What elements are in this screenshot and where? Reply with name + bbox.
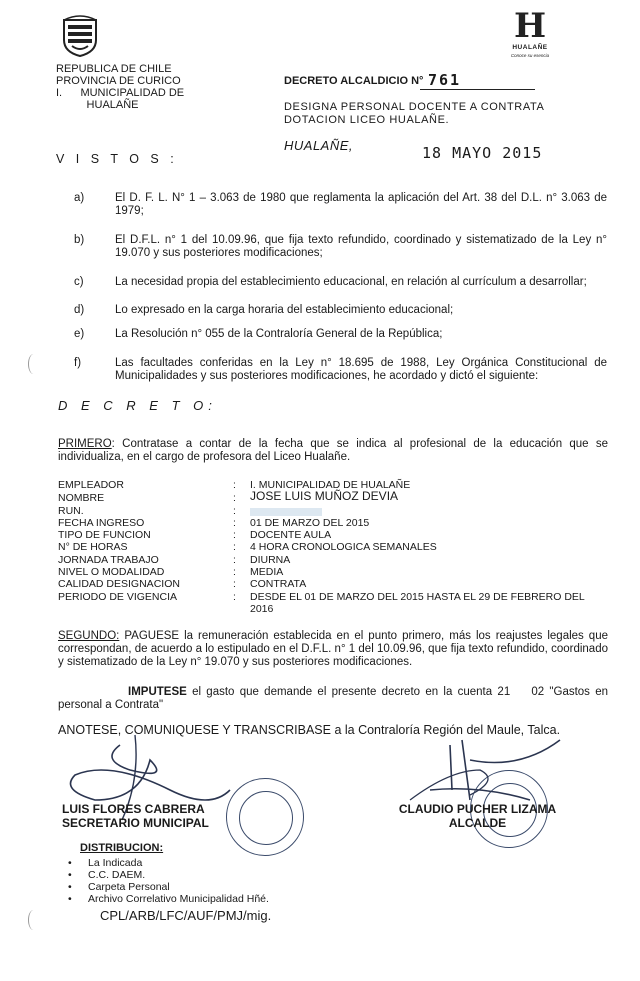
field-colon: : <box>233 529 236 541</box>
logo-tagline: Conoce su esencia <box>510 53 550 58</box>
anotese-line: ANOTESE, COMUNIQUESE Y TRANSCRIBASE a la Contraloría Región del Maule, Talca. <box>58 723 561 737</box>
issuer-line: PROVINCIA DE CURICO <box>56 75 181 87</box>
distribution-item: • Carpeta Personal <box>68 881 269 893</box>
field-label: NOMBRE <box>58 492 105 504</box>
secretary-name: LUIS FLORES CABRERA <box>62 802 205 816</box>
date-stamp: 18 MAYO 2015 <box>422 144 543 162</box>
field-value: MEDIA <box>250 566 284 578</box>
vistos-text: Lo expresado en la carga horaria del establecimiento educacional; <box>115 304 454 316</box>
field-colon: : <box>233 492 236 504</box>
distribution-list <box>68 857 269 905</box>
decree-subject: DESIGNA PERSONAL DOCENTE A CONTRATA DOTACION LICEO HUALAÑE. <box>284 101 544 126</box>
mayor-title: ALCALDE <box>448 816 507 830</box>
field-colon: : <box>233 505 236 517</box>
issuer-line: I. MUNICIPALIDAD DE <box>56 87 185 99</box>
imputese-label: IMPUTESE <box>128 686 187 698</box>
signature-secretary <box>62 802 209 830</box>
field-value: JOSE LUIS MUÑOZ DEVIA <box>250 489 399 503</box>
segundo-label: SEGUNDO: <box>58 630 120 642</box>
vistos-letter: c) <box>74 276 84 288</box>
field-value: DIURNA <box>250 554 291 566</box>
field-colon: : <box>233 479 236 491</box>
vistos-letter: d) <box>74 304 85 316</box>
field-label: FECHA INGRESO <box>58 517 145 529</box>
field-colon: : <box>233 591 236 603</box>
field-label: PERIODO DE VIGENCIA <box>58 591 178 603</box>
issuer-line: HUALAÑE <box>56 99 139 111</box>
vistos-text: La Resolución n° 055 de la Contraloría General de la República; <box>115 328 443 340</box>
field-colon: : <box>233 517 236 529</box>
vistos-text: La necesidad propia del establecimiento educacional, en relación al currículum a desarrollar; <box>115 276 587 288</box>
vistos-letter: e) <box>74 328 85 340</box>
vistos-letter: b) <box>74 234 85 246</box>
punch-hole-mark <box>28 354 39 374</box>
field-value: 01 DE MARZO DEL 2015 <box>250 517 370 529</box>
field-label: JORNADA TRABAJO <box>58 554 159 566</box>
field-label: RUN. <box>58 505 84 517</box>
field-colon: : <box>233 578 236 590</box>
vistos-text: Las facultades conferidas en la Ley n° 18.695 de 1988, Ley Orgánica Constitucional de Municipalidades y sus posteriores modificaciones, he acordado y dictó el siguiente: <box>115 357 607 382</box>
field-label: N° DE HORAS <box>58 541 128 553</box>
decree-label: DECRETO ALCALDICIO N° <box>284 75 424 87</box>
field-label: CALIDAD DESIGNACION <box>58 578 180 590</box>
imputese-text: el gasto que demande el presente decreto en la cuenta 21 02 "Gastos en personal a Contrata" <box>58 686 612 711</box>
vistos-letter: f) <box>74 357 82 369</box>
mayor-name: CLAUDIO PUCHER LIZAMA <box>398 802 557 816</box>
field-label: EMPLEADOR <box>58 479 124 491</box>
field-colon: : <box>233 566 236 578</box>
logo-name: HUALAÑE <box>512 44 548 51</box>
distribution-item: • Archivo Correlativo Municipalidad Hñé. <box>68 893 269 905</box>
field-label: NIVEL O MODALIDAD <box>58 566 165 578</box>
field-value: CONTRATA <box>250 578 307 590</box>
vistos-text: El D.F.L. n° 1 del 10.09.96, que fija texto refundido, coordinado y sistematizado de la Ley n° 19.070 y sus posteriores modificaciones; <box>115 234 607 259</box>
vistos-text: El D. F. L. N° 1 – 3.063 de 1980 que reglamenta la aplicación del Art. 38 del D.L. n° 3.063 de 1979; <box>115 192 607 217</box>
distribution-item: • C.C. DAEM. <box>68 869 269 881</box>
field-value: I. MUNICIPALIDAD DE HUALAÑE <box>250 479 411 491</box>
distribution-title: DISTRIBUCION: <box>80 842 164 854</box>
decree-city: HUALAÑE, <box>284 138 354 153</box>
decreto-title: D E C R E T O: <box>58 398 217 413</box>
distribution-item: • La Indicada <box>68 857 269 869</box>
field-value: DESDE EL 01 DE MARZO DEL 2015 HASTA EL 29 DE FEBRERO DEL 2016 <box>250 591 585 615</box>
primero-label: PRIMERO <box>58 438 112 450</box>
field-value: DOCENTE AULA <box>250 529 332 541</box>
vistos-letter: a) <box>74 192 85 204</box>
secretary-title: SECRETARIO MUNICIPAL <box>62 816 209 830</box>
decree-number: 761 <box>428 71 462 89</box>
segundo-text: PAGUESE la remuneración establecida en el punto primero, más los reajustes legales que correspondan, de acuerdo a lo estipulado en el D.F.L. n° 1 del 10.09.96, que fija texto refundido, coordinado y sistematizado de la Ley n° 19.070 y sus posteriores modificaciones. <box>58 630 608 668</box>
reference-initials: CPL/ARB/LFC/AUF/PMJ/mig. <box>100 908 272 923</box>
field-colon: : <box>233 554 236 566</box>
issuer-line: REPUBLICA DE CHILE <box>56 63 172 75</box>
signature-mayor <box>390 802 565 830</box>
logo-mark: H <box>513 6 547 46</box>
vistos-title: V I S T O S : <box>56 152 178 166</box>
field-value: 4 HORA CRONOLOGICA SEMANALES <box>250 541 437 553</box>
punch-hole-mark <box>28 910 39 930</box>
field-colon: : <box>233 541 236 553</box>
field-label: TIPO DE FUNCION <box>58 529 151 541</box>
primero-text: : Contratase a contar de la fecha que se indica al profesional de la educación que se individualiza, en el cargo de profesora del Liceo Hualañe. <box>58 438 608 463</box>
